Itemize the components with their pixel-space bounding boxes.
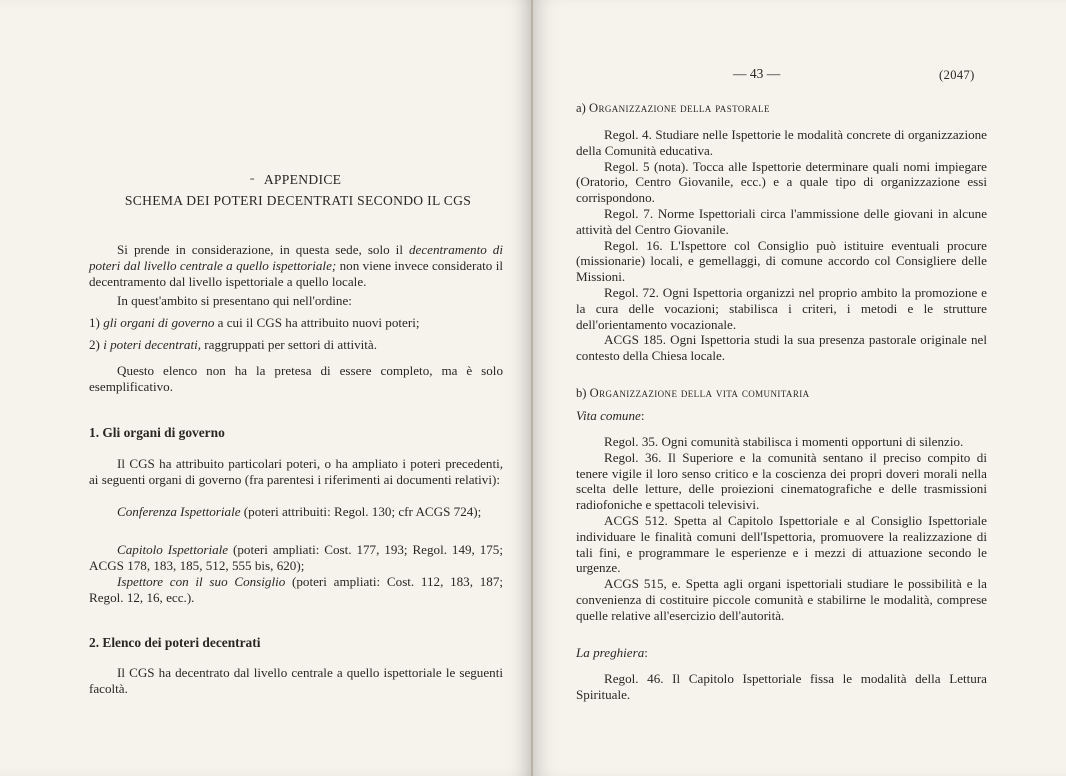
page-number: — 43 — [733,66,781,81]
section-2-heading: 2. Elenco dei poteri decentrati [89,635,261,650]
section-a-entries [576,127,987,364]
entry: Regol. 46. Il Capitolo Ispettoriale fissa le modalità della Lettura Spirituale. [576,671,987,702]
entry: Regol. 7. Norme Ispettoriali circa l'ammissione delle giovani in alcune attività del Centro Giovanile. [576,205,987,237]
section-1-heading: 1. Gli organi di governo [89,425,225,440]
section-1-paragraph: Il CGS ha attribuito particolari poteri, o ha ampliato i poteri precedenti, ai seguenti organi di governo (fra parentesi i riferimenti ai documenti relativi): [89,456,503,487]
entry: ACGS 185. Ogni Ispettoria studi la sua presenza pastorale originale nel contesto della Chiesa locale. [576,332,987,364]
entry: Regol. 5 (nota). Tocca alle Ispettorie determinare quali nomi impiegare (Oratorio, Centro Giovanile, ecc.) e a quale tipo di organizzazione essi corrispondono. [576,158,987,206]
note-paragraph: Questo elenco non ha la pretesa di essere completo, ma è solo esemplificativo. [89,363,503,394]
section-b-entries [576,434,987,624]
intro-paragraph: Si prende in considerazione, in questa sede, solo il decentramento di poteri dal livello centrale a quello ispettoriale; non viene invece considerato il decentramento dal livello ispettoriale a quello locale. [89,242,503,289]
entry: Regol. 72. Ogni Ispettoria organizzi nel proprio ambito la promozione e la cura delle vocazioni; stabilisca i criteri, i metodi e le strutture dell'orientamento vocazionale. [576,284,987,332]
appendix-heading [80,172,510,188]
list-item: 1) gli organi di governo a cui il CGS ha attribuito nuovi poteri; [89,315,420,330]
entry: Regol. 36. Il Superiore e la comunità sentano il preciso compito di tenere vigile il loro senso critico e la coscienza dei propri doveri morali nella scelta delle letture, delle proiezioni cinematografiche e delle trasmissioni radiofoniche e spettacoli televisivi. [576,449,987,513]
entry: Regol. 35. Ogni comunità stabilisca i momenti opportuni di silenzio. [604,434,964,449]
heading-b: b) Organizzazione della vita comunitaria [576,386,810,400]
right-page [533,0,1066,776]
subheading-vita-comune: Vita comune: [576,408,645,423]
order-line: In quest'ambito si presentano qui nell'ordine: [117,293,352,308]
heading-a: a) Organizzazione della pastorale [576,101,770,115]
appendix-title: APPENDICE [263,172,342,187]
appendix-subtitle: SCHEMA DEI POTERI DECENTRATI SECONDO IL CGS [124,193,472,208]
entry: ACGS 515, e. Spetta agli organi ispettoriali studiare le possibilità e la convenienza di costituire piccole comunità e stabilirne le modalità, comprese quelle relative all'esercizio dell'autorità. [576,576,987,623]
organ-entry: Ispettore con il suo Consiglio (poteri ampliati: Cost. 112, 183, 187; Regol. 12, 16, ecc.). [89,574,504,605]
appendix-mark: ⁃ [248,172,256,187]
document-number: (2047) [939,68,975,82]
subheading-preghiera: La preghiera: [576,645,648,660]
list-item: 2) i poteri decentrati, raggruppati per settori di attività. [89,337,378,352]
entry: Regol. 16. L'Ispettore col Consiglio può istituire eventuali procure (missionarie) locali, e gemellaggi, di comune accordo col Consigliere delle Missioni. [576,237,987,285]
organ-entry: Capitolo Ispettoriale (poteri ampliati: Cost. 177, 193; Regol. 149, 175; ACGS 178, 183, 185, 512, 555 bis, 620); [89,542,503,573]
section-2-paragraph: Il CGS ha decentrato dal livello centrale a quello ispettoriale le seguenti facoltà. [89,665,503,696]
entry: ACGS 512. Spetta al Capitolo Ispettoriale e al Consiglio Ispettoriale individuare le finalità comuni dell'Ispettoria, promuovere la realizzazione di tali fini, e programmare le esperienze e i mezzi di attuazione secondo le urgenze. [576,512,987,576]
organ-entry: Conferenza Ispettoriale (poteri attribuiti: Regol. 130; cfr ACGS 724); [117,504,482,519]
entry: Regol. 4. Studiare nelle Ispettorie le modalità concrete di organizzazione della Comunità educativa. [576,127,987,158]
